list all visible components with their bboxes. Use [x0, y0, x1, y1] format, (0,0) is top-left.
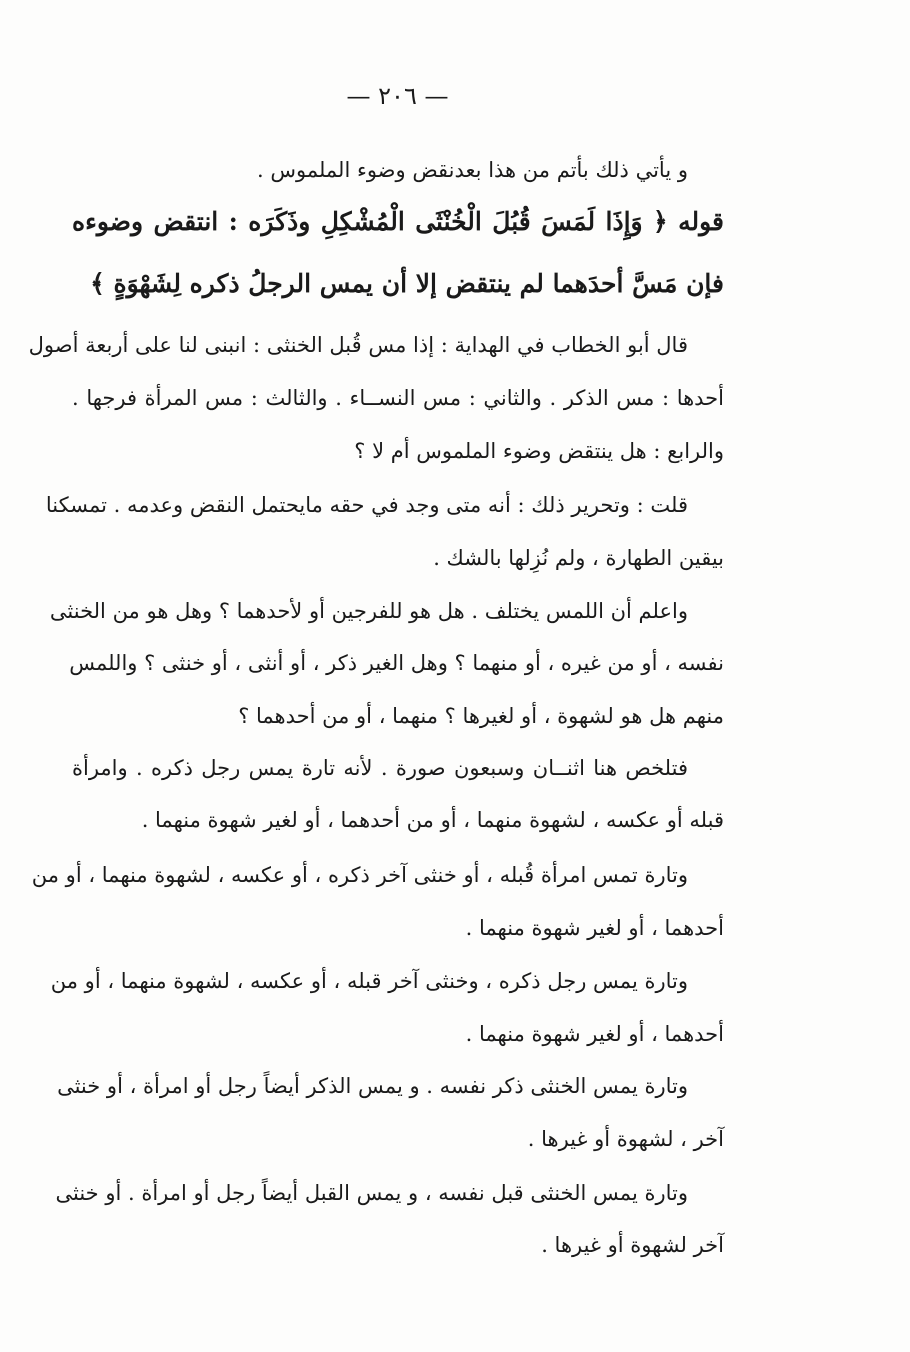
text-line: أحدهما ، أو لغير شهوة منهما . [465, 916, 724, 940]
text-line: قلت : وتحرير ذلك : أنه متى وجد في حقه مايحتمل النقض وعدمه . تمسكنا [45, 493, 688, 517]
page-number: — ٢٠٦ — [346, 82, 449, 110]
text-line: وتارة يمس الخنثى قبل نفسه ، و يمس القبل أيضاً رجل أو امرأة . أو خنثى [55, 1181, 688, 1205]
text-line: أحدهما ، أو لغير شهوة منهما . [465, 1022, 724, 1046]
text-line: و يأتي ذلك بأتم من هذا بعدنقض وضوء الملموس . [256, 158, 688, 182]
text-line: فتلخص هنا اثنــان وسبعون صورة . لأنه تارة يمس رجل ذكره . وامرأة [72, 756, 688, 780]
heading-line: قوله ﴿ وَإِذَا لَمَسَ قُبُلَ الْخُنْثَى الْمُشْكِلِ وذَكَرَه : انتقض وضوءه [72, 207, 724, 236]
text-line: وتارة تمس امرأة قُبله ، أو خنثى آخر ذكره ، أو عكسه ، لشهوة منهما ، أو من [31, 863, 688, 887]
text-line: والرابع : هل ينتقض وضوء الملموس أم لا ؟ [354, 439, 724, 463]
text-line: نفسه ، أو من غيره ، أو منهما ؟ وهل الغير ذكر ، أو أنثى ، أو خنثى ؟ واللمس [69, 651, 724, 675]
text-line: آخر لشهوة أو غيرها . [541, 1233, 724, 1257]
text-line: واعلم أن اللمس يختلف . هل هو للفرجين أو لأحدهما ؟ وهل هو من الخنثى [49, 599, 688, 623]
text-line: وتارة يمس رجل ذكره ، وخنثى آخر قبله ، أو عكسه ، لشهوة منهما ، أو من [50, 969, 688, 993]
text-line: قبله أو عكسه ، لشهوة منهما ، أو من أحدهما ، أو لغير شهوة منهما . [141, 808, 724, 832]
text-line: وتارة يمس الخنثى ذكر نفسه . و يمس الذكر أيضاً رجل أو امرأة ، أو خنثى [57, 1074, 688, 1098]
body-text [28, 0, 724, 1352]
text-line: بيقين الطهارة ، ولم نُزِلها بالشك . [433, 546, 724, 570]
text-line: منهم هل هو لشهوة ، أو لغيرها ؟ منهما ، أو من أحدهما ؟ [238, 704, 724, 728]
text-line: أحدها : مس الذكر . والثاني : مس النســاء . والثالث : مس المرأة فرجها . [72, 386, 724, 410]
text-line: آخر ، لشهوة أو غيرها . [527, 1127, 724, 1151]
text-line: قال أبو الخطاب في الهداية : إذا مس قُبل الخنثى : انبنى لنا على أربعة أصول [28, 333, 688, 357]
heading-line: فإن مَسَّ أحدَهما لم ينتقض إلا أن يمس الرجلُ ذكره لِشَهْوَةٍ ﴾ [90, 269, 724, 298]
